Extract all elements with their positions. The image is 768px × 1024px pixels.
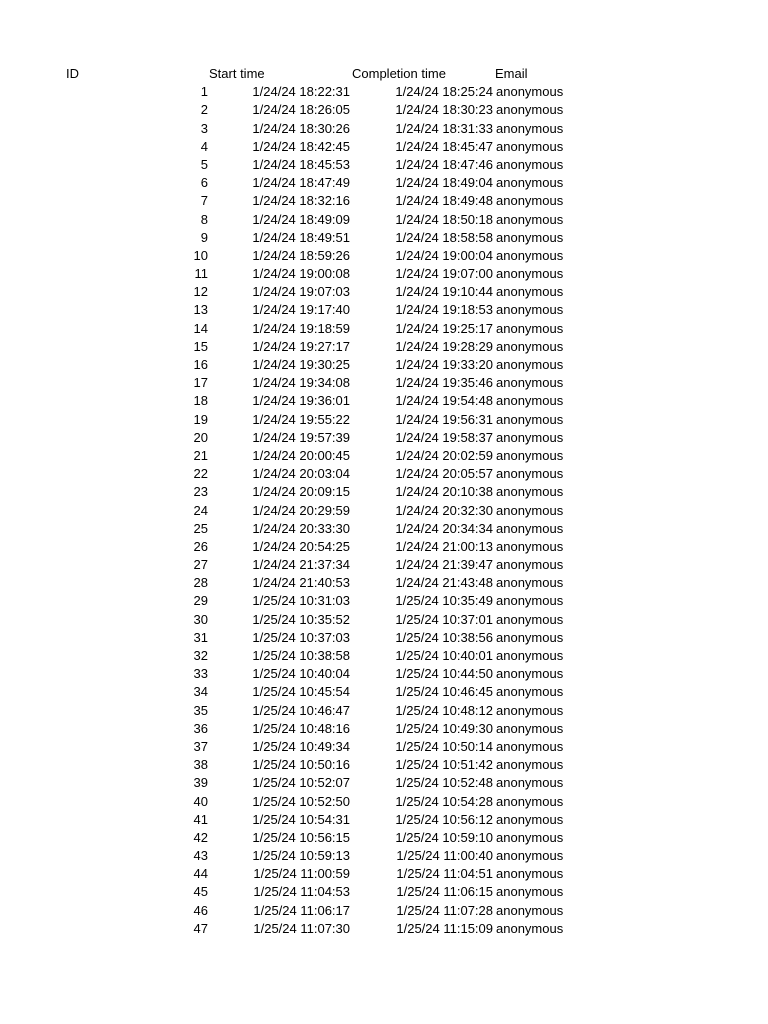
cell-email: anonymous xyxy=(496,466,564,482)
table-row xyxy=(0,847,768,865)
cell-completion-time: 1/24/24 20:10:38 xyxy=(395,484,493,500)
cell-completion-time: 1/25/24 10:38:56 xyxy=(395,629,493,645)
response-table xyxy=(0,65,768,938)
cell-completion-time: 1/25/24 10:40:01 xyxy=(395,648,493,663)
cell-start-time: 1/25/24 10:59:13 xyxy=(252,848,350,864)
cell-completion-time: 1/24/24 20:34:34 xyxy=(395,520,493,536)
table-row xyxy=(0,920,768,938)
cell-id: 14 xyxy=(193,320,208,336)
cell-completion-time: 1/24/24 18:49:04 xyxy=(395,175,493,191)
table-row xyxy=(0,356,768,374)
cell-id: 45 xyxy=(193,884,208,900)
cell-email: anonymous xyxy=(496,447,564,463)
cell-completion-time: 1/24/24 19:00:04 xyxy=(395,247,493,263)
cell-completion-time: 1/24/24 19:25:17 xyxy=(395,320,493,336)
table-row xyxy=(0,411,768,429)
table-row xyxy=(0,138,768,156)
cell-email: anonymous xyxy=(496,829,564,845)
cell-email: anonymous xyxy=(496,757,564,773)
cell-email: anonymous xyxy=(496,175,564,191)
table-row xyxy=(0,429,768,447)
cell-email: anonymous xyxy=(496,429,564,445)
cell-start-time: 1/24/24 20:03:04 xyxy=(252,466,350,482)
cell-completion-time: 1/24/24 21:43:48 xyxy=(395,575,493,591)
cell-completion-time: 1/24/24 18:58:58 xyxy=(395,229,493,245)
cell-completion-time: 1/25/24 10:44:50 xyxy=(395,666,493,682)
cell-completion-time: 1/25/24 11:06:15 xyxy=(396,884,493,900)
table-body xyxy=(0,83,768,938)
cell-start-time: 1/24/24 18:22:31 xyxy=(252,84,350,100)
cell-id: 18 xyxy=(193,393,208,409)
cell-id: 46 xyxy=(193,902,208,918)
table-row xyxy=(0,120,768,138)
table-row xyxy=(0,265,768,283)
cell-email: anonymous xyxy=(496,702,564,718)
cell-id: 23 xyxy=(193,484,208,500)
cell-start-time: 1/25/24 10:35:52 xyxy=(252,611,350,627)
table-row xyxy=(0,447,768,465)
cell-email: anonymous xyxy=(496,775,564,791)
cell-completion-time: 1/25/24 10:56:12 xyxy=(395,811,493,827)
cell-start-time: 1/25/24 10:50:16 xyxy=(252,757,350,773)
cell-completion-time: 1/24/24 21:39:47 xyxy=(395,557,493,573)
cell-id: 15 xyxy=(193,338,208,354)
cell-start-time: 1/25/24 11:00:59 xyxy=(253,866,350,882)
table-row xyxy=(0,483,768,501)
cell-email: anonymous xyxy=(496,575,564,591)
cell-email: anonymous xyxy=(496,502,564,518)
cell-id: 25 xyxy=(193,520,208,536)
table-row xyxy=(0,556,768,574)
table-row xyxy=(0,738,768,756)
table-row xyxy=(0,465,768,483)
cell-email: anonymous xyxy=(496,538,564,554)
table-row xyxy=(0,592,768,610)
cell-start-time: 1/25/24 10:54:31 xyxy=(252,811,350,827)
table-row xyxy=(0,629,768,647)
cell-start-time: 1/24/24 19:30:25 xyxy=(252,357,350,372)
cell-completion-time: 1/25/24 10:49:30 xyxy=(395,720,493,736)
cell-start-time: 1/24/24 18:42:45 xyxy=(252,138,350,154)
table-row xyxy=(0,101,768,119)
cell-completion-time: 1/25/24 10:46:45 xyxy=(395,684,493,700)
cell-id: 43 xyxy=(193,848,208,864)
table-row xyxy=(0,301,768,319)
cell-start-time: 1/25/24 10:38:58 xyxy=(252,648,350,663)
cell-start-time: 1/25/24 10:52:50 xyxy=(252,793,350,809)
table-row xyxy=(0,520,768,538)
table-row xyxy=(0,283,768,301)
cell-completion-time: 1/25/24 10:52:48 xyxy=(395,775,493,791)
table-row xyxy=(0,374,768,392)
cell-start-time: 1/24/24 18:26:05 xyxy=(252,102,350,118)
cell-start-time: 1/24/24 20:54:25 xyxy=(252,538,350,554)
cell-start-time: 1/24/24 20:00:45 xyxy=(252,447,350,463)
cell-completion-time: 1/24/24 19:10:44 xyxy=(395,284,493,300)
cell-start-time: 1/25/24 11:07:30 xyxy=(253,920,350,936)
cell-completion-time: 1/24/24 19:07:00 xyxy=(395,266,493,282)
table-row xyxy=(0,392,768,410)
header-id: ID xyxy=(66,66,79,81)
cell-email: anonymous xyxy=(496,738,564,754)
cell-start-time: 1/24/24 21:37:34 xyxy=(252,557,350,573)
cell-id: 28 xyxy=(193,575,208,591)
cell-email: anonymous xyxy=(496,666,564,682)
cell-start-time: 1/24/24 19:36:01 xyxy=(252,393,350,409)
table-row xyxy=(0,702,768,720)
cell-id: 13 xyxy=(193,302,208,318)
cell-email: anonymous xyxy=(496,357,564,372)
cell-start-time: 1/24/24 18:30:26 xyxy=(252,120,350,136)
cell-id: 30 xyxy=(193,611,208,627)
cell-completion-time: 1/24/24 19:28:29 xyxy=(395,338,493,354)
cell-completion-time: 1/24/24 18:25:24 xyxy=(395,84,493,100)
cell-email: anonymous xyxy=(496,338,564,354)
cell-start-time: 1/24/24 19:17:40 xyxy=(252,302,350,318)
cell-id: 29 xyxy=(193,593,208,609)
table-row xyxy=(0,174,768,192)
cell-id: 35 xyxy=(193,702,208,718)
cell-start-time: 1/24/24 19:07:03 xyxy=(252,284,350,300)
cell-id: 2 xyxy=(200,102,208,118)
cell-start-time: 1/25/24 10:48:16 xyxy=(252,720,350,736)
cell-id: 47 xyxy=(193,920,208,936)
cell-completion-time: 1/25/24 11:04:51 xyxy=(396,866,493,882)
cell-start-time: 1/25/24 10:31:03 xyxy=(252,593,350,609)
cell-start-time: 1/24/24 20:29:59 xyxy=(252,502,350,518)
cell-email: anonymous xyxy=(496,793,564,809)
table-row xyxy=(0,902,768,920)
cell-start-time: 1/25/24 10:37:03 xyxy=(252,629,350,645)
cell-start-time: 1/24/24 18:49:09 xyxy=(252,211,350,227)
cell-start-time: 1/25/24 10:49:34 xyxy=(252,738,350,754)
cell-start-time: 1/24/24 19:27:17 xyxy=(252,338,350,354)
cell-completion-time: 1/24/24 19:54:48 xyxy=(395,393,493,409)
cell-id: 8 xyxy=(200,211,208,227)
cell-email: anonymous xyxy=(496,247,564,263)
cell-id: 22 xyxy=(193,466,208,482)
cell-id: 40 xyxy=(193,793,208,809)
table-row xyxy=(0,502,768,520)
cell-start-time: 1/24/24 18:47:49 xyxy=(252,175,350,191)
header-email: Email xyxy=(495,66,528,81)
cell-id: 42 xyxy=(193,829,208,845)
cell-email: anonymous xyxy=(496,629,564,645)
cell-email: anonymous xyxy=(496,648,564,663)
cell-completion-time: 1/25/24 11:15:09 xyxy=(396,920,493,936)
cell-completion-time: 1/25/24 10:59:10 xyxy=(395,829,493,845)
cell-start-time: 1/24/24 19:34:08 xyxy=(252,375,350,391)
cell-email: anonymous xyxy=(496,484,564,500)
table-row xyxy=(0,811,768,829)
cell-completion-time: 1/24/24 21:00:13 xyxy=(395,538,493,554)
cell-completion-time: 1/24/24 19:58:37 xyxy=(395,429,493,445)
cell-id: 3 xyxy=(200,120,208,136)
table-row xyxy=(0,683,768,701)
table-row xyxy=(0,247,768,265)
cell-email: anonymous xyxy=(496,102,564,118)
cell-id: 38 xyxy=(193,757,208,773)
table-row xyxy=(0,611,768,629)
cell-completion-time: 1/25/24 10:48:12 xyxy=(395,702,493,718)
table-row xyxy=(0,665,768,683)
cell-email: anonymous xyxy=(496,320,564,336)
table-row xyxy=(0,883,768,901)
cell-start-time: 1/25/24 10:46:47 xyxy=(252,702,350,718)
cell-start-time: 1/24/24 18:32:16 xyxy=(252,193,350,209)
cell-email: anonymous xyxy=(496,284,564,300)
cell-id: 20 xyxy=(193,429,208,445)
cell-start-time: 1/24/24 18:59:26 xyxy=(252,247,350,263)
cell-completion-time: 1/25/24 11:07:28 xyxy=(396,902,493,918)
table-row xyxy=(0,229,768,247)
cell-completion-time: 1/25/24 10:35:49 xyxy=(395,593,493,609)
cell-email: anonymous xyxy=(496,229,564,245)
cell-start-time: 1/24/24 20:33:30 xyxy=(252,520,350,536)
table-row xyxy=(0,211,768,229)
cell-email: anonymous xyxy=(496,193,564,209)
cell-email: anonymous xyxy=(496,393,564,409)
cell-start-time: 1/24/24 21:40:53 xyxy=(252,575,350,591)
table-row xyxy=(0,865,768,883)
table-row xyxy=(0,774,768,792)
cell-email: anonymous xyxy=(496,302,564,318)
cell-completion-time: 1/24/24 18:47:46 xyxy=(395,156,493,172)
cell-email: anonymous xyxy=(496,920,564,936)
table-row xyxy=(0,647,768,665)
cell-id: 44 xyxy=(193,866,208,882)
cell-id: 32 xyxy=(193,648,208,663)
cell-email: anonymous xyxy=(496,884,564,900)
table-row xyxy=(0,720,768,738)
cell-completion-time: 1/24/24 18:31:33 xyxy=(395,120,493,136)
cell-email: anonymous xyxy=(496,811,564,827)
cell-email: anonymous xyxy=(496,557,564,573)
cell-completion-time: 1/24/24 19:35:46 xyxy=(395,375,493,391)
cell-completion-time: 1/24/24 18:30:23 xyxy=(395,102,493,118)
cell-completion-time: 1/24/24 19:33:20 xyxy=(395,357,493,372)
cell-id: 34 xyxy=(193,684,208,700)
cell-id: 10 xyxy=(193,247,208,263)
cell-start-time: 1/24/24 20:09:15 xyxy=(252,484,350,500)
cell-email: anonymous xyxy=(496,84,564,100)
table-row xyxy=(0,793,768,811)
cell-completion-time: 1/25/24 11:00:40 xyxy=(396,848,493,864)
cell-email: anonymous xyxy=(496,156,564,172)
cell-email: anonymous xyxy=(496,520,564,536)
cell-start-time: 1/24/24 19:55:22 xyxy=(252,411,350,427)
cell-id: 19 xyxy=(193,411,208,427)
cell-email: anonymous xyxy=(496,138,564,154)
header-completion-time: Completion time xyxy=(352,66,446,81)
cell-email: anonymous xyxy=(496,593,564,609)
cell-id: 36 xyxy=(193,720,208,736)
cell-id: 39 xyxy=(193,775,208,791)
cell-email: anonymous xyxy=(496,866,564,882)
cell-completion-time: 1/24/24 19:56:31 xyxy=(395,411,493,427)
cell-email: anonymous xyxy=(496,848,564,864)
table-row xyxy=(0,192,768,210)
cell-start-time: 1/25/24 10:40:04 xyxy=(252,666,350,682)
cell-id: 4 xyxy=(200,138,208,154)
cell-completion-time: 1/24/24 20:32:30 xyxy=(395,502,493,518)
cell-completion-time: 1/25/24 10:54:28 xyxy=(395,793,493,809)
cell-id: 1 xyxy=(200,84,208,100)
table-row xyxy=(0,156,768,174)
cell-email: anonymous xyxy=(496,211,564,227)
cell-start-time: 1/25/24 10:52:07 xyxy=(252,775,350,791)
header-start-time: Start time xyxy=(209,66,265,81)
cell-completion-time: 1/24/24 19:18:53 xyxy=(395,302,493,318)
cell-id: 17 xyxy=(193,375,208,391)
cell-email: anonymous xyxy=(496,684,564,700)
cell-id: 24 xyxy=(193,502,208,518)
cell-start-time: 1/25/24 11:04:53 xyxy=(253,884,350,900)
table-row xyxy=(0,574,768,592)
cell-start-time: 1/24/24 18:49:51 xyxy=(252,229,350,245)
cell-id: 26 xyxy=(193,538,208,554)
cell-email: anonymous xyxy=(496,120,564,136)
cell-completion-time: 1/25/24 10:37:01 xyxy=(395,611,493,627)
cell-completion-time: 1/24/24 18:49:48 xyxy=(395,193,493,209)
cell-email: anonymous xyxy=(496,375,564,391)
cell-id: 11 xyxy=(194,266,208,282)
table-row xyxy=(0,338,768,356)
cell-email: anonymous xyxy=(496,611,564,627)
cell-email: anonymous xyxy=(496,720,564,736)
cell-start-time: 1/25/24 10:56:15 xyxy=(252,829,350,845)
cell-id: 33 xyxy=(193,666,208,682)
table-row xyxy=(0,756,768,774)
table-row xyxy=(0,320,768,338)
cell-email: anonymous xyxy=(496,411,564,427)
cell-email: anonymous xyxy=(496,266,564,282)
cell-id: 27 xyxy=(193,557,208,573)
cell-completion-time: 1/25/24 10:50:14 xyxy=(395,738,493,754)
cell-id: 5 xyxy=(200,156,208,172)
cell-id: 12 xyxy=(193,284,208,300)
table-row xyxy=(0,538,768,556)
cell-id: 7 xyxy=(200,193,208,209)
cell-completion-time: 1/24/24 20:02:59 xyxy=(395,447,493,463)
cell-start-time: 1/24/24 19:18:59 xyxy=(252,320,350,336)
cell-completion-time: 1/24/24 18:50:18 xyxy=(395,211,493,227)
header-row xyxy=(0,65,768,83)
table-row xyxy=(0,83,768,101)
cell-id: 37 xyxy=(193,738,208,754)
cell-id: 6 xyxy=(200,175,208,191)
cell-id: 9 xyxy=(200,229,208,245)
cell-start-time: 1/24/24 18:45:53 xyxy=(252,156,350,172)
cell-start-time: 1/25/24 10:45:54 xyxy=(252,684,350,700)
cell-id: 16 xyxy=(193,357,208,372)
cell-id: 41 xyxy=(193,811,208,827)
cell-completion-time: 1/24/24 20:05:57 xyxy=(395,466,493,482)
cell-start-time: 1/25/24 11:06:17 xyxy=(253,902,350,918)
cell-start-time: 1/24/24 19:00:08 xyxy=(252,266,350,282)
cell-id: 31 xyxy=(193,629,208,645)
cell-completion-time: 1/24/24 18:45:47 xyxy=(395,138,493,154)
table-row xyxy=(0,829,768,847)
cell-id: 21 xyxy=(193,447,208,463)
cell-email: anonymous xyxy=(496,902,564,918)
cell-completion-time: 1/25/24 10:51:42 xyxy=(395,757,493,773)
cell-start-time: 1/24/24 19:57:39 xyxy=(252,429,350,445)
